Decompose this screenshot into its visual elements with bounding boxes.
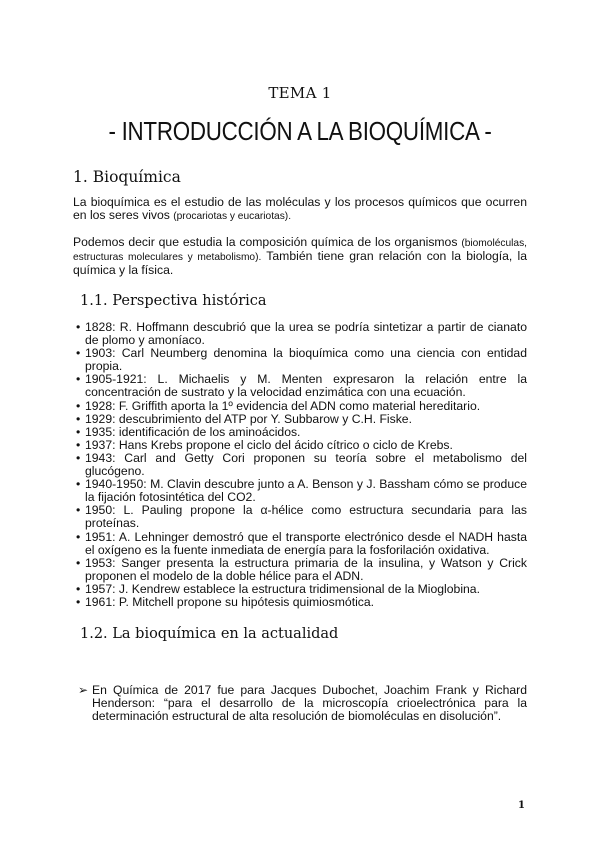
list-item: • 1950: L. Pauling propone la α-hélice como estructura secundaria para las proteínas. — [76, 503, 527, 531]
paragraph-composition-text: Podemos decir que estudia la composición química de los organismos — [73, 235, 462, 249]
paragraph-definition — [73, 196, 527, 223]
paragraph-composition-note: (biomoléculas, estructuras moleculares y metabolismo). — [73, 238, 527, 264]
bullet-icon: • — [76, 555, 81, 570]
history-list — [76, 321, 527, 609]
list-item: • 1929: descubrimiento del ATP por Y. Subbarow y C.H. Fiske. — [76, 411, 412, 426]
list-item: • 1903: Carl Neumberg denomina la bioquímica como una ciencia con entidad propia. — [76, 346, 527, 374]
list-item: • 1940-1950: M. Clavin descubre junto a A. Benson y J. Bassham cómo se produce la fijación fotosintética del CO2. — [76, 477, 527, 505]
bullet-icon: • — [76, 581, 81, 596]
bullet-icon: • — [76, 594, 81, 609]
list-item: • 1953: Sanger presenta la estructura primaria de la insulina, y Watson y Crick proponen el modelo de la doble hélice para el ADN. — [76, 555, 527, 583]
list-item: • 1943: Carl and Getty Cori proponen su teoría sobre el metabolismo del glucógeno. — [76, 450, 527, 479]
bullet-icon: • — [76, 437, 81, 452]
paragraph-composition-end: También tiene gran relación con la biología, la química y la física. — [73, 249, 527, 278]
topic-label: TEMA 1 — [268, 84, 332, 102]
paragraph-definition-text: La bioquímica es el estudio de las moléculas y los procesos químicos que ocurren en los seres vivos — [73, 195, 527, 223]
subsection-heading-actualidad: 1.2. La bioquímica en la actualidad — [80, 626, 339, 642]
list-item: • 1935: identificación de los aminoácidos. — [76, 424, 301, 439]
bullet-icon: • — [76, 346, 81, 361]
page-title: - INTRODUCCIÓN A LA BIOQUÍMICA - — [108, 116, 492, 146]
bullet-icon: • — [76, 450, 81, 465]
list-item: • 1928: F. Griffith aporta la 1º evidencia del ADN como material hereditario. — [76, 398, 481, 413]
list-item: • 1961: P. Mitchell propone su hipótesis quimiosmótica. — [76, 594, 375, 609]
section-heading-bioquimica: 1. Bioquímica — [73, 168, 181, 186]
page-number: 1 — [518, 800, 525, 811]
nobel-text: En Química de 2017 fue para Jacques Dubochet, Joachim Frank y Richard Henderson: “para el desarrollo de la microscopía crioelectrónica para la determinación estructural de alta resolución de biomoléculas en disolución”. — [92, 683, 527, 724]
arrow-bullet-icon: ➢ — [78, 683, 89, 697]
list-item: • 1957: J. Kendrew establece la estructura tridimensional de la Mioglobina. — [76, 581, 480, 596]
bullet-icon: • — [76, 320, 81, 334]
list-item: • 1951: A. Lehninger demostró que el transporte electrónico desde el NADH hasta el oxígeno es la fuente inmediata de energía para la fosforilación oxidativa. — [76, 529, 527, 557]
bullet-icon: • — [76, 529, 81, 544]
nobel-list-item — [78, 684, 527, 724]
paragraph-composition — [73, 236, 527, 278]
list-item: • 1828: R. Hoffmann descubrió que la urea se podría sintetizar a partir de cianato de plomo y amoníaco. — [76, 320, 527, 348]
list-item: • 1905-1921: L. Michaelis y M. Menten expresaron la relación entre la concentración de sustrato y la velocidad enzimática con una ecuación. — [76, 372, 527, 400]
bullet-icon: • — [76, 477, 81, 492]
bullet-icon: • — [76, 398, 81, 413]
list-item: • 1937: Hans Krebs propone el ciclo del ácido cítrico o ciclo de Krebs. — [76, 437, 453, 452]
bullet-icon: • — [76, 372, 81, 387]
bullet-icon: • — [76, 411, 81, 426]
bullet-icon: • — [76, 424, 81, 439]
bullet-icon: • — [76, 503, 81, 518]
paragraph-definition-note: (procariotas y eucariotas). — [173, 211, 292, 223]
subsection-heading-historia: 1.1. Perspectiva histórica — [80, 293, 267, 309]
